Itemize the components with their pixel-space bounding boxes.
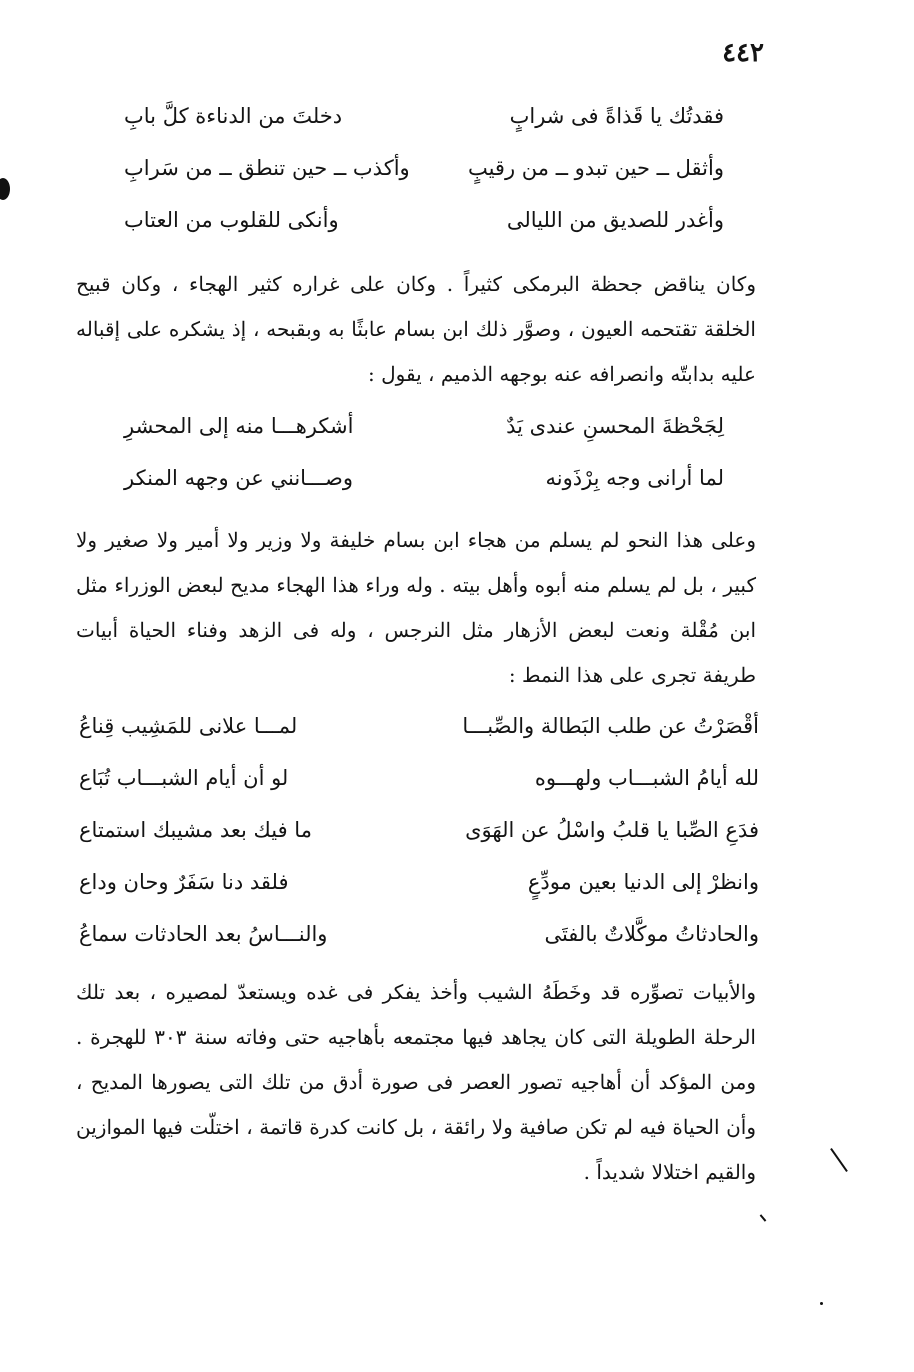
verse-first-hemistich: لما أرانى وجه بِرْذَونه (545, 466, 724, 490)
verse-first-hemistich: والحادثاتُ موكَّلاتٌ بالفتَى (544, 922, 759, 946)
verse-first-hemistich: فقدتُك يا قَذاةً فى شرابٍ (509, 104, 724, 128)
verse-line (79, 700, 759, 752)
verse-line (79, 908, 759, 960)
verse-first-hemistich: وأثقل ــ حين تبدو ــ من رقيبٍ (467, 156, 724, 180)
verse-second-hemistich: لمـــا علانى للمَشِيب قِناعُ (79, 714, 298, 738)
verse-first-hemistich: وانظرْ إلى الدنيا بعين مودِّعٍ (527, 870, 759, 894)
verse-line (124, 452, 724, 504)
verse-second-hemistich: ما فيك بعد مشيبك استمتاع (79, 818, 312, 842)
poem-block (79, 700, 759, 960)
verse-line (79, 856, 759, 908)
verse-first-hemistich: أقْصَرْتُ عن طلب البَطالة والصِّبـــا (462, 714, 759, 738)
verse-line (79, 752, 759, 804)
verse-second-hemistich: والنـــاسُ بعد الحادثات سماعُ (79, 922, 328, 946)
verse-second-hemistich: أشكرهـــا منه إلى المحشرِ (124, 414, 354, 438)
verse-second-hemistich: دخلتَ من الدناءة كلَّ بابِ (124, 104, 343, 128)
verse-first-hemistich: وأغدر للصديق من الليالى (506, 208, 724, 232)
scan-ink-blot (0, 178, 10, 200)
verse-second-hemistich: وأكذب ــ حين تنطق ــ من سَرابِ (124, 156, 410, 180)
verse-second-hemistich: وأنكى للقلوب من العتاب (124, 208, 339, 232)
verse-line (79, 804, 759, 856)
verse-second-hemistich: لو أن أيام الشبـــاب تُبَاع (79, 766, 289, 790)
verse-line (124, 400, 724, 452)
verse-line (124, 90, 724, 142)
verse-first-hemistich: لِجَحْظةَ المحسنِ عندى يَدٌ (506, 414, 724, 438)
verse-line (124, 142, 724, 194)
poem-block (124, 90, 724, 246)
page-number: ٤٤٢ (722, 38, 764, 68)
paragraph: وكان يناقض جحظة البرمكى كثيراً . وكان على غراره كثير الهجاء ، وكان قبيح الخلقة تقتحمه العيون ، وصوَّر ذلك ابن بسام عابثًا به وبقبحه ، إذ يشكره على إقباله عليه بدابتّه وانصرافه عنه بوجهه الذميم ، يقول : (76, 272, 756, 386)
verse-first-hemistich: لله أيامُ الشبـــاب ولهـــوه (534, 766, 759, 790)
poem-block (124, 400, 724, 504)
verse-line (124, 194, 724, 246)
verse-second-hemistich: فلقد دنا سَفَرٌ وحان وداع (79, 870, 289, 894)
scan-speck (820, 1302, 823, 1305)
verse-second-hemistich: وصـــانني عن وجهه المنكر (124, 466, 354, 490)
scan-pencil-mark (830, 1148, 848, 1172)
paragraph: وعلى هذا النحو لم يسلم من هجاء ابن بسام خليفة ولا وزير ولا أمير ولا صغير ولا كبير ، بل لم يسلم منه أبوه وأهل بيته . وله وراء هذا الهجاء مديح لبعض الوزراء مثل ابن مُقْلة ونعت لبعض الأزهار مثل النرجس ، وله فى الزهد وفناء الحياة أبيات طريفة تجرى على هذا النمط : (76, 528, 756, 687)
paragraph: والأبيات تصوِّره قد وخَطَهُ الشيب وأخذ يفكر فى غده ويستعدّ لمصيره ، بعد تلك الرحلة الطويلة التى كان يجاهد فيها مجتمعه بأهاجيه حتى وفاته سنة ٣٠٣ للهجرة . ومن المؤكد أن أهاجيه تصور العصر فى صورة أدق من تلك التى يصورها المديح ، وأن الحياة فيه لم تكن صافية ولا رائقة ، بل كانت كدرة قاتمة ، اختلّت فيها الموازين والقيم اختلالا شديداً . (76, 980, 756, 1184)
verse-first-hemistich: فدَعِ الصِّبا يا قلبُ واسْلُ عن الهَوَى (465, 818, 759, 842)
scan-pencil-mark (760, 1214, 767, 1221)
